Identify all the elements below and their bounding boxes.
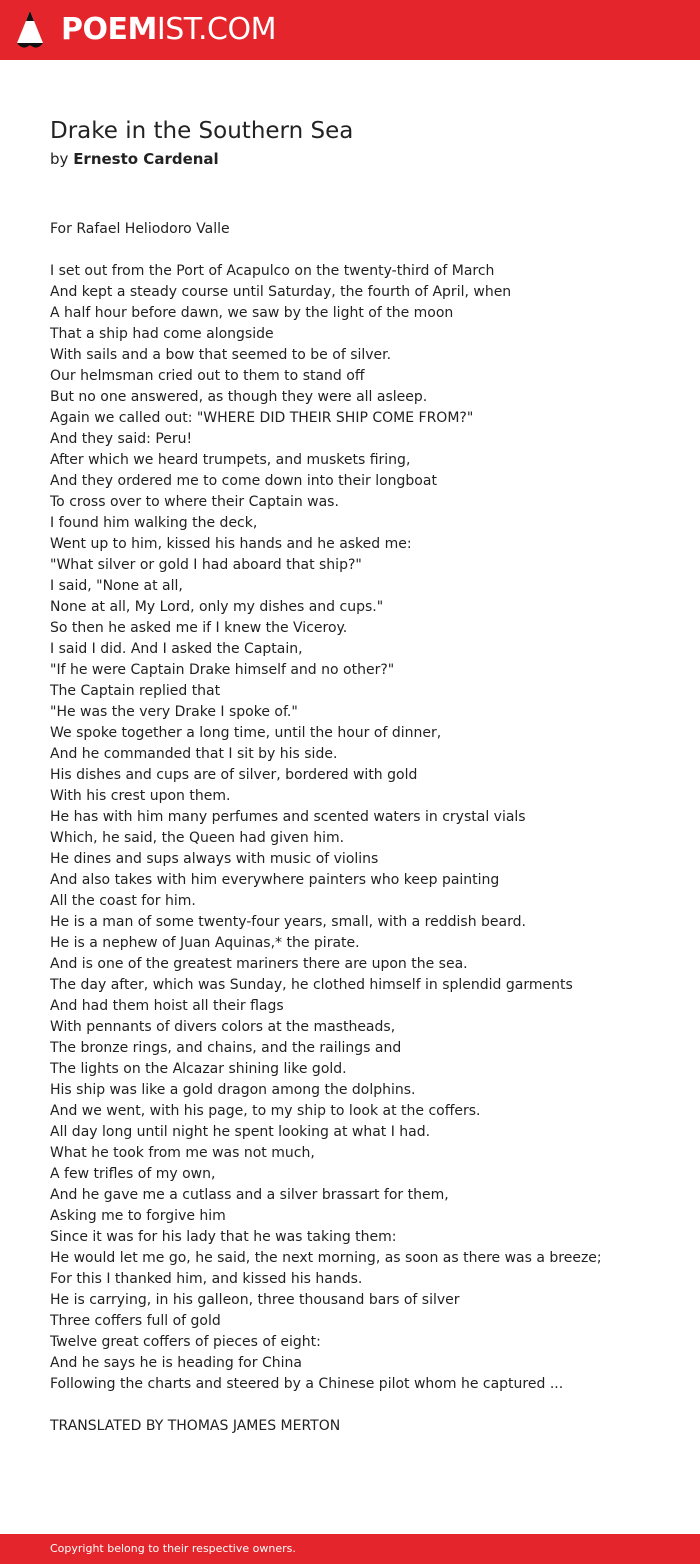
poem-line: But no one answered, as though they were all asleep. bbox=[50, 389, 428, 405]
translator-credit: TRANSLATED BY THOMAS JAMES MERTON bbox=[50, 1418, 341, 1434]
poem-line: His dishes and cups are of silver, bordered with gold bbox=[50, 767, 418, 783]
poem-line: And kept a steady course until Saturday, the fourth of April, when bbox=[50, 284, 512, 300]
poem-line: He is a nephew of Juan Aquinas,* the pirate. bbox=[50, 935, 360, 951]
poem-line: Following the charts and steered by a Chinese pilot whom he captured ... bbox=[50, 1376, 564, 1392]
pencil-tip-icon[interactable] bbox=[16, 9, 44, 51]
site-footer bbox=[0, 1534, 700, 1564]
poem-line: And he gave me a cutlass and a silver brassart for them, bbox=[50, 1187, 449, 1203]
poem-line: "What silver or gold I had aboard that ship?" bbox=[50, 557, 362, 573]
poem-line: I set out from the Port of Acapulco on the twenty-third of March bbox=[50, 263, 495, 279]
poem-line: With his crest upon them. bbox=[50, 788, 231, 804]
poem-line: Asking me to forgive him bbox=[50, 1208, 226, 1224]
poem-body bbox=[50, 219, 660, 1437]
poem-line: And we went, with his page, to my ship to look at the coffers. bbox=[50, 1103, 481, 1119]
author-name: Ernesto Cardenal bbox=[73, 150, 219, 168]
byline bbox=[50, 148, 219, 170]
poem-line: And also takes with him everywhere painters who keep painting bbox=[50, 872, 500, 888]
poem-line: And is one of the greatest mariners there are upon the sea. bbox=[50, 956, 468, 972]
poem-line: Since it was for his lady that he was taking them: bbox=[50, 1229, 397, 1245]
poem-line: With pennants of divers colors at the mastheads, bbox=[50, 1019, 396, 1035]
poem-line: He would let me go, he said, the next morning, as soon as there was a breeze; bbox=[50, 1250, 602, 1266]
poem-line: The lights on the Alcazar shining like gold. bbox=[50, 1061, 347, 1077]
poem-line: His ship was like a gold dragon among the dolphins. bbox=[50, 1082, 416, 1098]
poem-line: I found him walking the deck, bbox=[50, 515, 258, 531]
poem-dedication: For Rafael Heliodoro Valle bbox=[50, 221, 230, 237]
by-label: by bbox=[50, 150, 69, 168]
poem-line: I said, "None at all, bbox=[50, 578, 183, 594]
poem-line: "He was the very Drake I spoke of." bbox=[50, 704, 298, 720]
poem-line: Which, he said, the Queen had given him. bbox=[50, 830, 345, 846]
site-logo[interactable] bbox=[61, 13, 276, 47]
poem-line: Again we called out: "WHERE DID THEIR SHIP COME FROM?" bbox=[50, 410, 474, 426]
poem-line: The day after, which was Sunday, he clothed himself in splendid garments bbox=[50, 977, 573, 993]
poem-line: All the coast for him. bbox=[50, 893, 196, 909]
poem-line: And he says he is heading for China bbox=[50, 1355, 302, 1371]
logo-light-text: IST.COM bbox=[156, 12, 276, 47]
poem-line: With sails and a bow that seemed to be of silver. bbox=[50, 347, 392, 363]
poem-lines bbox=[50, 261, 660, 1395]
poem-line: He is carrying, in his galleon, three thousand bars of silver bbox=[50, 1292, 460, 1308]
poem-line: Twelve great coffers of pieces of eight: bbox=[50, 1334, 321, 1350]
poem-line: I said I did. And I asked the Captain, bbox=[50, 641, 303, 657]
poem-line: Three coffers full of gold bbox=[50, 1313, 221, 1329]
poem-line: For this I thanked him, and kissed his hands. bbox=[50, 1271, 363, 1287]
logo-bold-text: POEM bbox=[61, 12, 157, 47]
poem-line: He has with him many perfumes and scented waters in crystal vials bbox=[50, 809, 526, 825]
poem-line: He dines and sups always with music of violins bbox=[50, 851, 379, 867]
poem-line: That a ship had come alongside bbox=[50, 326, 274, 342]
poem-line: None at all, My Lord, only my dishes and cups." bbox=[50, 599, 384, 615]
poem-line: And they ordered me to come down into their longboat bbox=[50, 473, 437, 489]
poem-line: We spoke together a long time, until the hour of dinner, bbox=[50, 725, 442, 741]
site-header bbox=[0, 0, 700, 60]
poem-line: So then he asked me if I knew the Viceroy. bbox=[50, 620, 348, 636]
poem-line: To cross over to where their Captain was. bbox=[50, 494, 339, 510]
poem-line: And he commanded that I sit by his side. bbox=[50, 746, 338, 762]
poem-line: Went up to him, kissed his hands and he asked me: bbox=[50, 536, 412, 552]
poem-line: A half hour before dawn, we saw by the light of the moon bbox=[50, 305, 454, 321]
poem-line: And they said: Peru! bbox=[50, 431, 193, 447]
poem-line: After which we heard trumpets, and muskets firing, bbox=[50, 452, 411, 468]
poem-line: All day long until night he spent looking at what I had. bbox=[50, 1124, 431, 1140]
poem-line: A few trifles of my own, bbox=[50, 1166, 216, 1182]
poem-line: What he took from me was not much, bbox=[50, 1145, 315, 1161]
poem-line: Our helmsman cried out to them to stand off bbox=[50, 368, 365, 384]
poem-title: Drake in the Southern Sea bbox=[50, 118, 354, 144]
poem-line: The Captain replied that bbox=[50, 683, 221, 699]
poem-line: And had them hoist all their flags bbox=[50, 998, 284, 1014]
poem-line: The bronze rings, and chains, and the railings and bbox=[50, 1040, 402, 1056]
poem-line: He is a man of some twenty-four years, small, with a reddish beard. bbox=[50, 914, 526, 930]
poem-line: "If he were Captain Drake himself and no other?" bbox=[50, 662, 395, 678]
copyright-text: Copyright belong to their respective owners. bbox=[50, 1542, 296, 1555]
